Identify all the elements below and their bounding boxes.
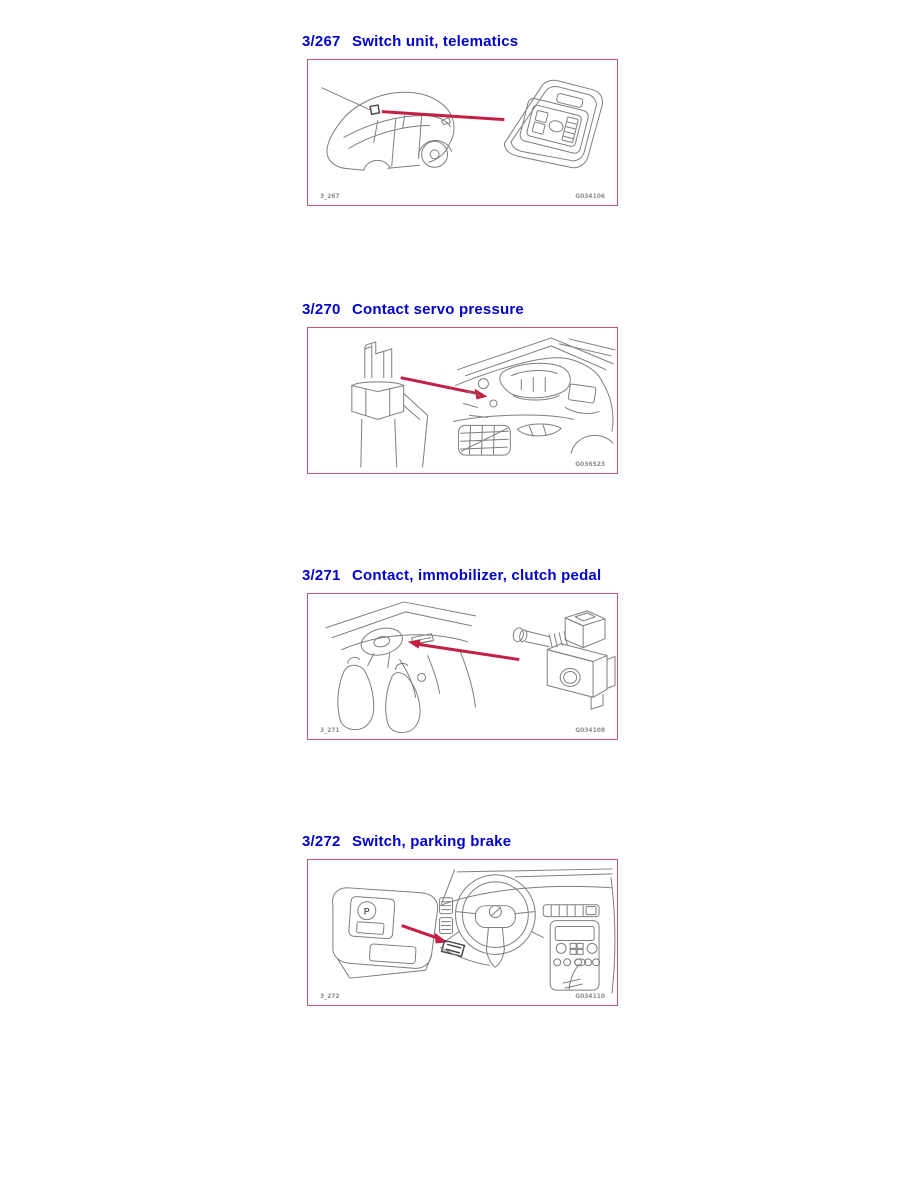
section-heading-parking-brake xyxy=(302,833,511,850)
roof-location-marker xyxy=(370,105,379,114)
section-title: Contact, immobilizer, clutch pedal xyxy=(352,567,602,584)
section-title: Switch unit, telematics xyxy=(352,33,519,50)
figure-code-left: 3_271 xyxy=(319,727,340,735)
pressure-sensor-drawing xyxy=(352,342,428,467)
section-ref: 3/267 xyxy=(302,33,341,50)
figure-code-left: 3_267 xyxy=(319,193,340,201)
parking-brake-p-label: P xyxy=(363,906,370,917)
pointer-arrow xyxy=(401,378,478,394)
figure-code-right: G034110 xyxy=(575,993,606,1001)
section-title: Contact servo pressure xyxy=(352,301,524,318)
section-ref: 3/271 xyxy=(302,567,341,584)
overhead-console-drawing xyxy=(504,80,602,167)
section-heading-clutch-contact xyxy=(302,567,601,584)
car-rear-drawing xyxy=(322,88,454,170)
section-ref: 3/272 xyxy=(302,833,341,850)
section-heading-telematics xyxy=(302,33,518,50)
pointer-arrowhead xyxy=(435,933,448,944)
figure-parking-brake xyxy=(307,859,618,1006)
figure-servo-pressure-illustration xyxy=(308,328,617,473)
figure-code-right: G034106 xyxy=(575,193,606,201)
figure-clutch-contact-illustration xyxy=(308,594,617,739)
section-title: Switch, parking brake xyxy=(352,833,512,850)
figure-servo-pressure xyxy=(307,327,618,474)
figure-telematics xyxy=(307,59,618,206)
figure-code-right: G036523 xyxy=(575,461,606,469)
figure-code-right: G034108 xyxy=(575,727,606,735)
figure-code-left: 3_272 xyxy=(319,993,340,1001)
clutch-switch-drawing xyxy=(512,611,615,709)
figure-telematics-illustration xyxy=(308,60,617,205)
pointer-arrow xyxy=(414,644,520,660)
section-heading-servo-pressure xyxy=(302,301,524,318)
pointer-arrowhead xyxy=(408,640,421,649)
figure-clutch-contact xyxy=(307,593,618,740)
pointer-arrow xyxy=(402,926,439,939)
section-ref: 3/270 xyxy=(302,301,341,318)
figure-parking-brake-illustration xyxy=(308,860,617,1005)
pointer-arrow xyxy=(382,112,505,120)
interior-drawing xyxy=(326,602,476,733)
dashboard-drawing xyxy=(440,869,615,993)
